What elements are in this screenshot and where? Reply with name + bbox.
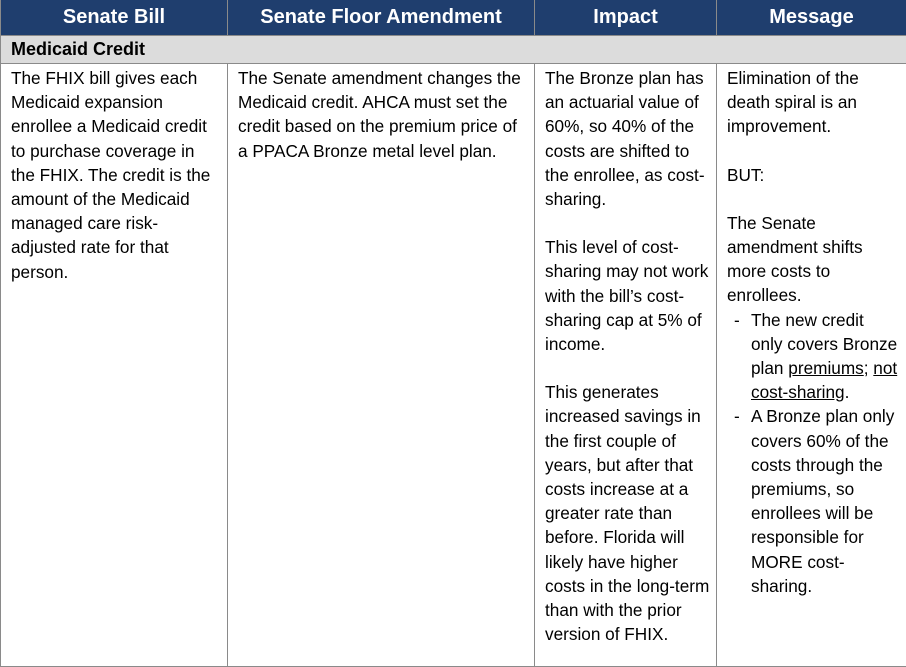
list-item: - A Bronze plan only covers 60% of the costs through the premiums, so enrollees will be responsible for MORE cost-sharing. [751,404,900,598]
message-shift: The Senate amendment shifts more costs to enrollees. [727,211,900,308]
section-row [1,36,906,64]
header-senate-bill: Senate Bill [1,0,228,36]
bullet1-lead: The new credit only covers Bronze plan [751,310,897,378]
section-title: Medicaid Credit [1,36,906,64]
message-but: BUT: [727,163,900,187]
bullet1-end: . [845,382,850,402]
header-message: Message [717,0,906,36]
header-row [1,0,906,36]
impact-paragraph: This level of cost-sharing may not work with the bill’s cost-sharing cap at 5% of income. [545,235,710,356]
impact-cell [535,64,717,667]
header-senate-floor-amendment: Senate Floor Amendment [228,0,535,36]
bullet1-sep: ; [864,358,874,378]
message-intro: Elimination of the death spiral is an improvement. [727,66,900,139]
amendment-text: The Senate amendment changes the Medicaid credit. AHCA must set the credit based on the premium price of a PPACA Bronze metal level plan. [238,66,528,163]
list-item [751,308,900,405]
not-cost-sharing-underlined: not cost-sharing [751,358,897,402]
senate-bill-cell [1,64,228,667]
premiums-underlined: premiums [788,358,863,378]
message-cell [717,64,906,667]
table-row [1,64,906,667]
header-impact: Impact [535,0,717,36]
message-list [727,308,900,598]
senate-bill-text: The FHIX bill gives each Medicaid expansion enrollee a Medicaid credit to purchase coverage in the FHIX. The credit is the amount of the Medicaid managed care risk-adjusted rate for that person. [11,66,221,284]
amendment-cell [228,64,535,667]
impact-paragraph: This generates increased savings in the first couple of years, but after that costs increase at a greater rate than before. Florida will likely have higher costs in the long-term than with the prior version of FHIX. [545,380,710,646]
impact-paragraph: The Bronze plan has an actuarial value of 60%, so 40% of the costs are shifted to the enrollee, as cost-sharing. [545,66,710,211]
